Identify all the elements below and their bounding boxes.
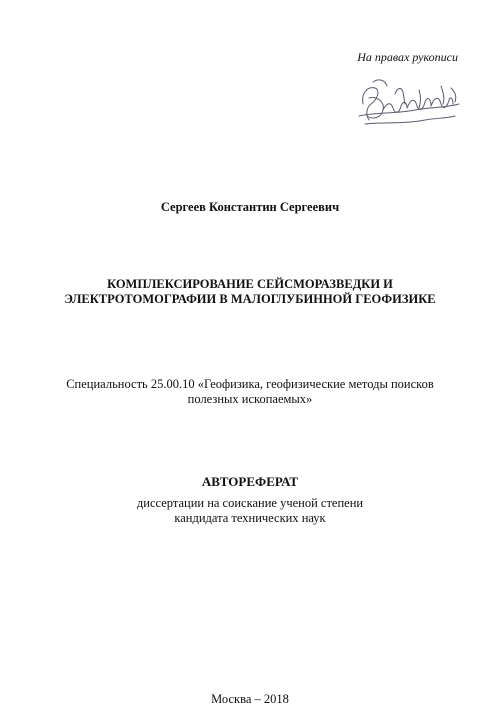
title-line: КОМПЛЕКСИРОВАНИЕ СЕЙСМОРАЗВЕДКИ И xyxy=(107,277,393,291)
document-type: АВТОРЕФЕРАТ xyxy=(201,474,299,489)
specialty-line: полезных ископаемых» xyxy=(187,392,313,406)
specialty-line: Специальность 25.00.10 «Геофизика, геофизические методы поисков xyxy=(66,377,434,391)
title-line: ЭЛЕКТРОТОМОГРАФИИ В МАЛОГЛУБИННОЙ ГЕОФИЗИКЕ xyxy=(64,292,436,306)
handwritten-signature xyxy=(355,74,465,132)
specialty-text xyxy=(20,377,480,407)
purpose-line: кандидата технических наук xyxy=(174,511,326,525)
dissertation-title xyxy=(20,277,480,307)
purpose-line: диссертации на соискание ученой степени xyxy=(136,496,364,510)
degree-purpose xyxy=(20,496,480,526)
author-name: Сергеев Константин Сергеевич xyxy=(160,200,340,214)
rights-note: На правах рукописи xyxy=(357,50,458,64)
city-year: Москва – 2018 xyxy=(211,692,289,706)
